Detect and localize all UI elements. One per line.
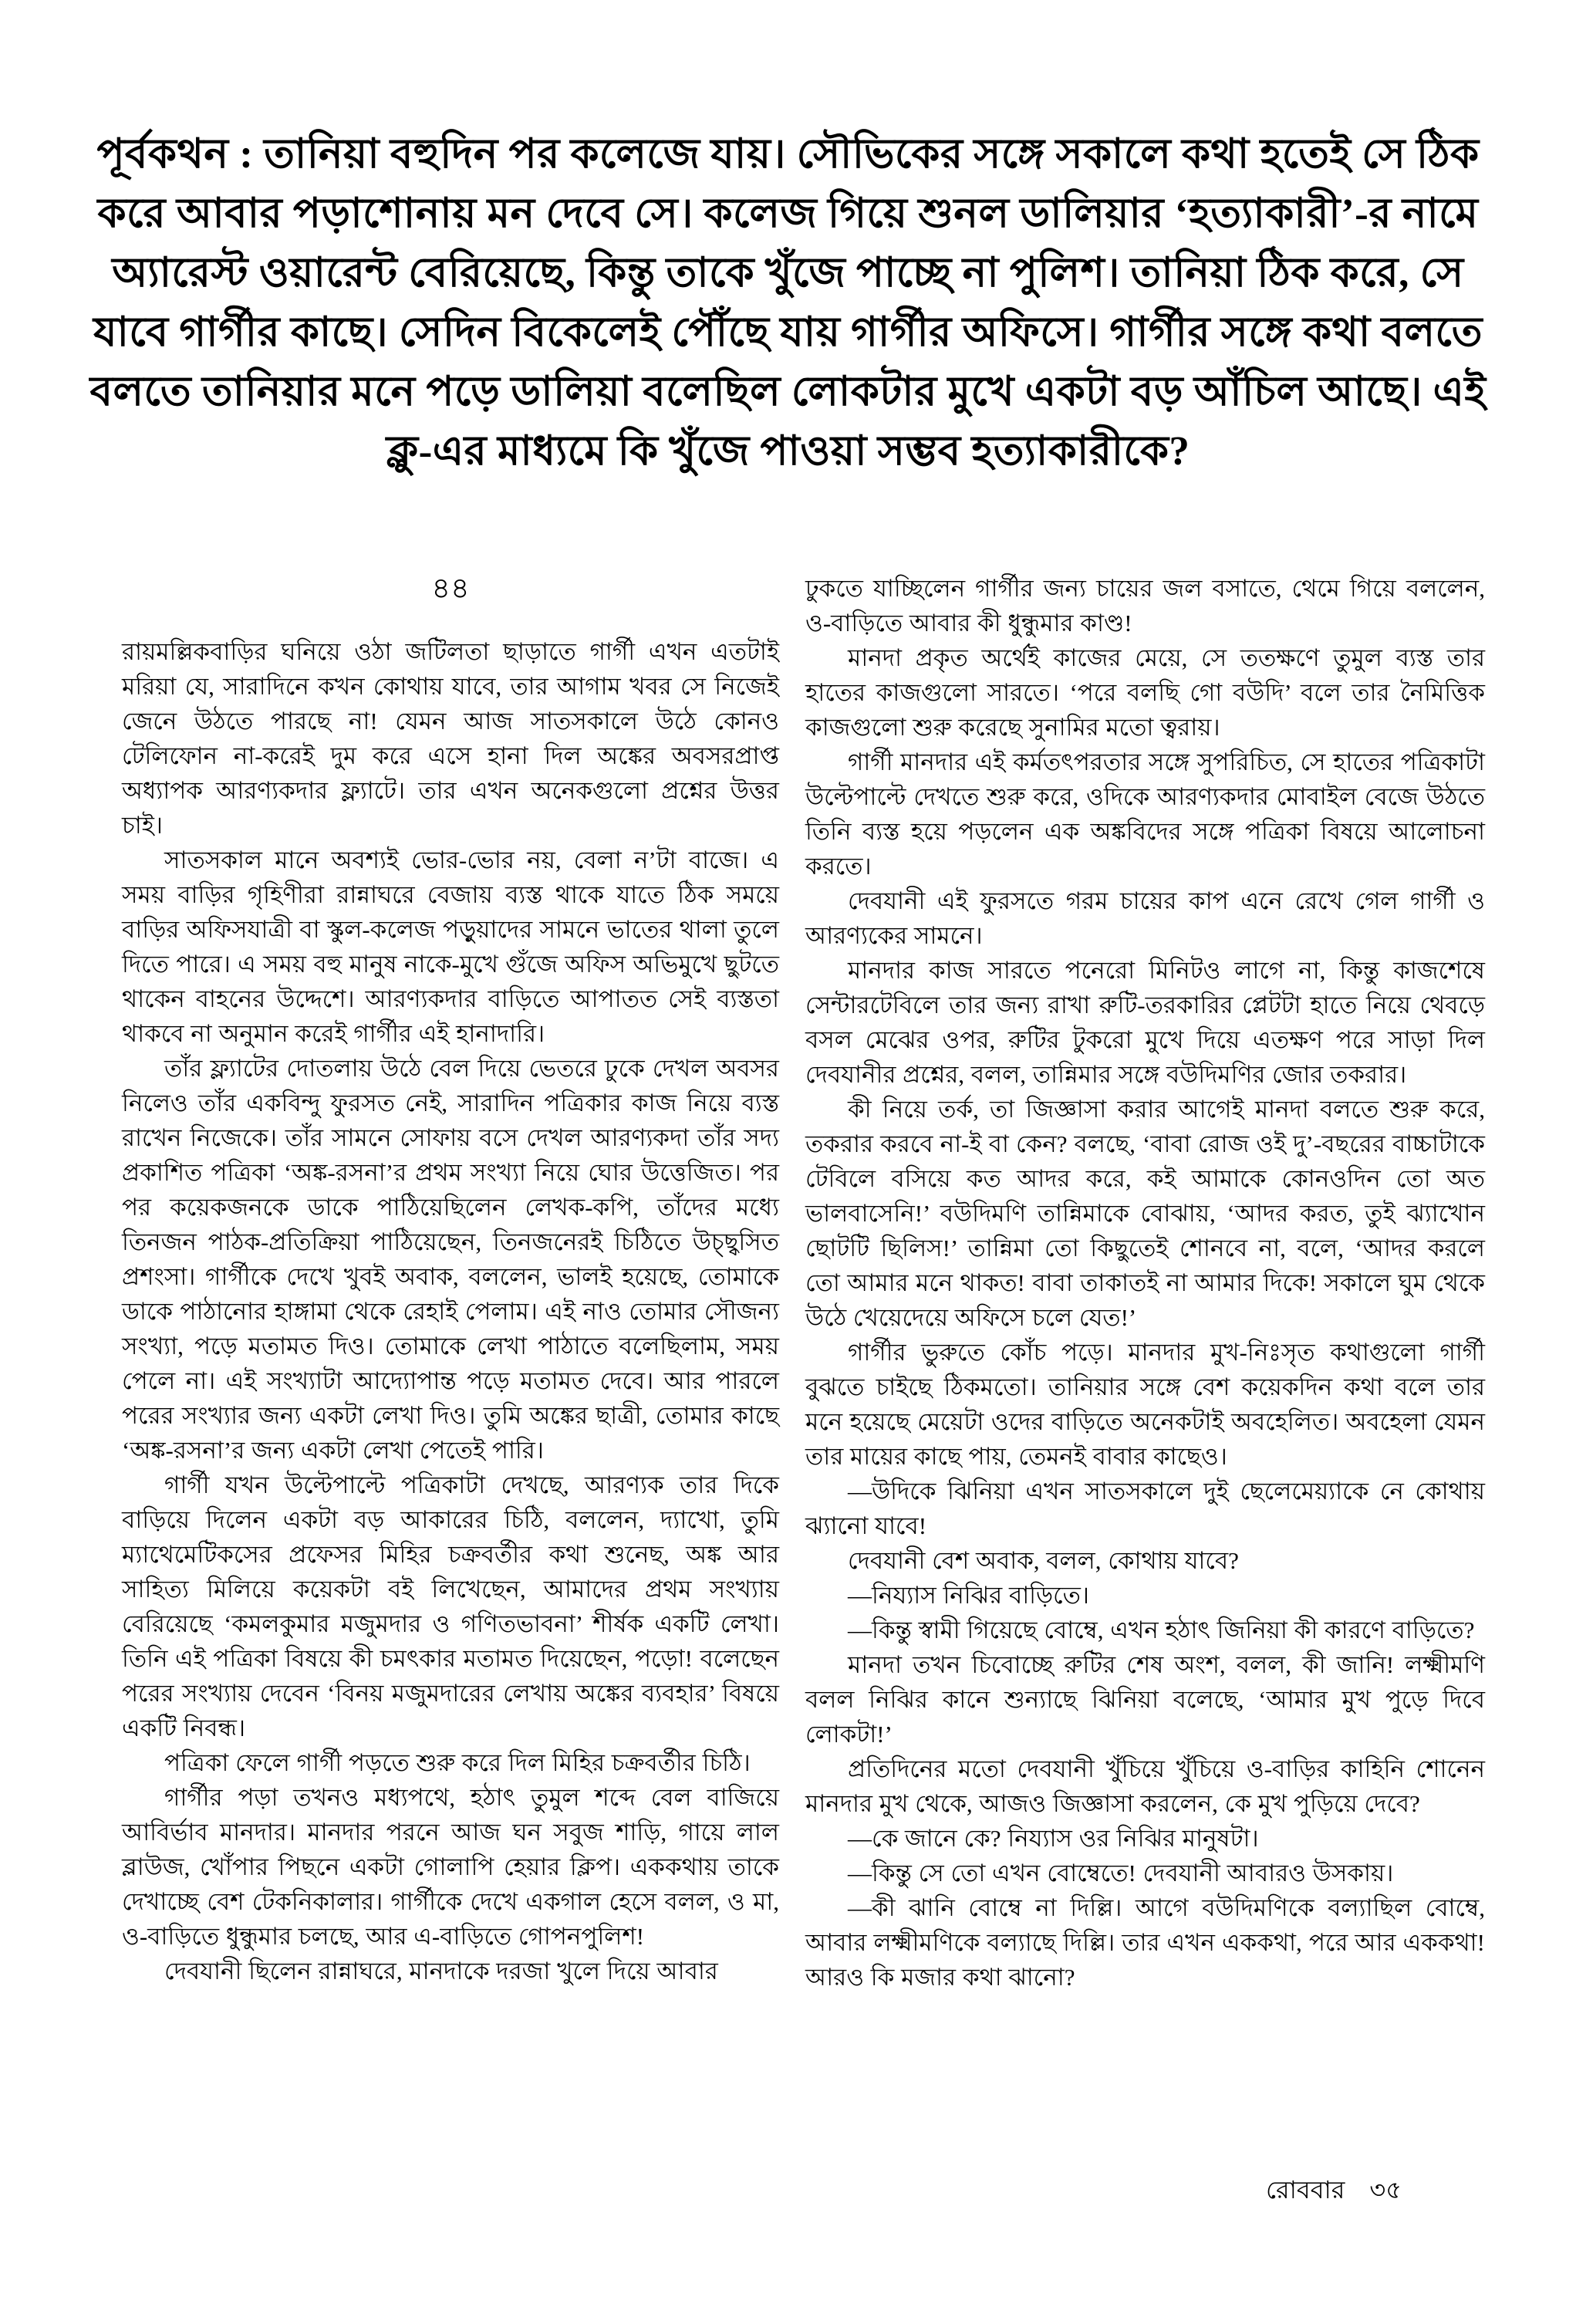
story-paragraph: দেবযানী এই ফুরসতে গরম চায়ের কাপ এনে রেখে গেল গার্গী ও আরণ্যকের সামনে। <box>805 887 1485 949</box>
left-column-paragraphs <box>122 634 779 1988</box>
prologue-block <box>88 125 1488 481</box>
prologue-text: পূর্বকথন : তানিয়া বহুদিন পর কলেজে যায়। সৌভিকের সঙ্গে সকালে কথা হতেই সে ঠিক করে আবার পড়াশোনায় মন দেবে সে। কলেজ গিয়ে শুনল ডালিয়ার ‘হত্যাকারী’-র নামে অ্যারেস্ট ওয়ারেন্ট বেরিয়েছে, কিন্তু তাকে খুঁজে পাচ্ছে না পুলিশ। তানিয়া ঠিক করে, সে যাবে গার্গীর কাছে। সেদিন বিকেলেই পৌঁছে যায় গার্গীর অফিসে। গার্গীর সঙ্গে কথা বলতে বলতে তানিয়ার মনে পড়ে ডালিয়া বলেছিল লোকটার মুখে একটা বড় আঁচিল আছে। এই ক্লু-এর মাধ্যমে কি খুঁজে পাওয়া সম্ভব হত্যাকারীকে? <box>89 132 1487 474</box>
story-paragraph: —উদিকে ঝিনিয়া এখন সাতসকালে দুই ছেলেমেয়্যাকে নে কোথায় ঝ্যানো যাবে! <box>805 1478 1485 1539</box>
story-paragraph: গার্গীর পড়া তখনও মধ্যপথে, হঠাৎ তুমুল শব্দে বেল বাজিয়ে আবির্ভাব মানদার। মানদার পরনে আজ ঘন সবুজ শাড়ি, গায়ে লাল ব্লাউজ, খোঁপার পিছনে একটা গোলাপি হেয়ার ক্লিপ। এককথায় তাকে দেখাচ্ছে বেশ টেকনিকালার। গার্গীকে দেখে একগাল হেসে বলল, ও মা, ও-বাড়িতে ধুন্ধুমার চলছে, আর এ-বাড়িতে গোপনপুলিশ! <box>122 1784 779 1950</box>
story-paragraph: গার্গী যখন উল্টেপাল্টে পত্রিকাটা দেখছে, আরণ্যক তার দিকে বাড়িয়ে দিলেন একটা বড় আকারের চিঠি, বললেন, দ্যাখো, তুমি ম্যাথেমেটিকসের প্রফেসর মিহির চক্রবর্তীর কথা শুনেছ, অঙ্ক আর সাহিত্য মিলিয়ে কয়েকটা বই লিখেছেন, আমাদের প্রথম সংখ্যায় বেরিয়েছে ‘কমলকুমার মজুমদার ও গণিতভাবনা’ শীর্ষক একটি লেখা। তিনি এই পত্রিকা বিষয়ে কী চমৎকার মতামত দিয়েছেন, পড়ো! বলেছেন পরের সংখ্যায় দেবেন ‘বিনয় মজুমদারের লেখায় অঙ্কের ব্যবহার’ বিষয়ে একটি নিবন্ধ। <box>122 1471 779 1741</box>
story-paragraph: সাতসকাল মানে অবশ্যই ভোর-ভোর নয়, বেলা ন’টা বাজে। এ সময় বাড়ির গৃহিণীরা রান্নাঘরে বেজায় ব্যস্ত থাকে যাতে ঠিক সময়ে বাড়ির অফিসযাত্রী বা স্কুল-কলেজ পড়ুয়াদের সামনে ভাতের থালা তুলে দিতে পারে। এ সময় বহু মানুষ নাকে-মুখে গুঁজে অফিস অভিমুখে ছুটতে থাকেন বাহনের উদ্দেশে। আরণ্যকদার বাড়িতে আপাতত সেই ব্যস্ততা থাকবে না অনুমান করেই গার্গীর এই হানাদারি। <box>122 846 779 1047</box>
story-paragraph: দেবযানী বেশ অবাক, বলল, কোথায় যাবে? <box>848 1547 1239 1574</box>
story-paragraph: —নিয্যাস নিঝির বাড়িতে। <box>848 1582 1089 1609</box>
magazine-name: রোববার <box>1266 2176 1345 2204</box>
story-paragraph: গার্গীর ভুরুতে কোঁচ পড়ে। মানদার মুখ-নিঃসৃত কথাগুলো গার্গী বুঝতে চাইছে ঠিকমতো। তানিয়ার সঙ্গে বেশ কয়েকদিন কথা বলে তার মনে হয়েছে মেয়েটা ওদের বাড়িতে অনেকটাই অবহেলিত। অবহেলা যেমন তার মায়ের কাছে পায়, তেমনই বাবার কাছেও। <box>805 1339 1485 1470</box>
story-paragraph: দেবযানী ছিলেন রান্নাঘরে, মানদাকে দরজা খুলে দিয়ে আবার <box>164 1957 718 1985</box>
chapter-number: ৪৪ <box>431 573 470 605</box>
story-paragraph: মানদা প্রকৃত অর্থেই কাজের মেয়ে, সে ততক্ষণে তুমুল ব্যস্ত তার হাতের কাজগুলো সারতে। ‘পরে বলছি গো বউদি’ বলে তার নৈমিত্তিক কাজগুলো শুরু করেছে সুনামির মতো ত্বরায়। <box>805 644 1485 741</box>
story-paragraph: —কিন্তু সে তো এখন বোম্বেতে! দেবযানী আবারও উসকায়। <box>848 1860 1394 1887</box>
story-paragraph: পত্রিকা ফেলে গার্গী পড়তে শুরু করে দিল মিহির চক্রবর্তীর চিঠি। <box>164 1749 751 1776</box>
story-paragraph: কী নিয়ে তর্ক, তা জিজ্ঞাসা করার আগেই মানদা বলতে শুরু করে, তকরার করবে না-ই বা কেন? বলছে, ‘বাবা রোজ ওই দু’-বছরের বাচ্চাটাকে টেবিলে বসিয়ে কত আদর করে, কই আমাকে কোনওদিন তো অত ভালবাসেনি!’ বউদিমণি তান্নিমাকে বোঝায়, ‘আদর করত, তুই ঝ্যাখোন ছোটটি ছিলিস!’ তান্নিমা তো কিছুতেই শোনবে না, বলে, ‘আদর করলে তো আমার মনে থাকত! বাবা তাকাতই না আমার দিকে! সকালে ঘুম থেকে উঠে খেয়েদেয়ে অফিসে চলে যেত!’ <box>805 1096 1485 1331</box>
story-paragraph: প্রতিদিনের মতো দেবযানী খুঁচিয়ে খুঁচিয়ে ও-বাড়ির কাহিনি শোনেন মানদার মুখ থেকে, আজও জিজ্ঞাসা করলেন, কে মুখ পুড়িয়ে দেবে? <box>805 1755 1485 1817</box>
story-paragraph: মানদা তখন চিবোচ্ছে রুটির শেষ অংশ, বলল, কী জানি! লক্ষ্মীমণি বলল নিঝির কানে শুন্যাছে ঝিনিয়া বলেছে, ‘আমার মুখ পুড়ে দিবে লোকটা!’ <box>805 1651 1485 1748</box>
story-paragraph: মানদার কাজ সারতে পনেরো মিনিটও লাগে না, কিন্তু কাজশেষে সেন্টারটেবিলে তার জন্য রাখা রুটি-তরকারির প্লেটটা হাতে নিয়ে থেবড়ে বসল মেঝের ওপর, রুটির টুকরো মুখে দিয়ে এতক্ষণ পরে সাড়া দিল দেবযানীর প্রশ্নের, বলল, তান্নিমার সঙ্গে বউদিমণির জোর তকরার। <box>805 957 1485 1088</box>
left-column <box>122 571 779 1988</box>
story-paragraph: —কী ঝানি বোম্বে না দিল্লি। আগে বউদিমণিকে বল্যাছিল বোম্বে, আবার লক্ষ্মীমণিকে বল্যাছে দিল্লি। তার এখন এককথা, পরে আর এককথা! আরও কি মজার কথা ঝানো? <box>805 1894 1485 1991</box>
right-column <box>805 571 1485 1995</box>
page-footer <box>1266 2173 1402 2207</box>
story-paragraph: —কিন্তু স্বামী গিয়েছে বোম্বে, এখন হঠাৎ জিনিয়া কী কারণে বাড়িতে? <box>848 1616 1475 1643</box>
story-paragraph: —কে জানে কে? নিয্যাস ওর নিঝির মানুষটা। <box>848 1825 1259 1852</box>
story-paragraph: রায়মল্লিকবাড়ির ঘনিয়ে ওঠা জটিলতা ছাড়াতে গার্গী এখন এতটাই মরিয়া যে, সারাদিনে কখন কোথায় যাবে, তার আগাম খবর সে নিজেই জেনে উঠতে পারছে না! যেমন আজ সাতসকালে উঠে কোনও টেলিফোন না-করেই দুম করে এসে হানা দিল অঙ্কের অবসরপ্রাপ্ত অধ্যাপক আরণ্যকদার ফ্ল্যাটে। তার এখন অনেকগুলো প্রশ্নের উত্তর চাই। <box>122 638 779 839</box>
right-column-paragraphs <box>805 571 1485 1995</box>
story-body <box>122 571 1485 1995</box>
page-number: ৩৫ <box>1369 2176 1402 2204</box>
story-paragraph: তাঁর ফ্ল্যাটের দোতলায় উঠে বেল দিয়ে ভেতরে ঢুকে দেখল অবসর নিলেও তাঁর একবিন্দু ফুরসত নেই, সারাদিন পত্রিকার কাজ নিয়ে ব্যস্ত রাখেন নিজেকে। তাঁর সামনে সোফায় বসে দেখল আরণ্যকদা তাঁর সদ্য প্রকাশিত পত্রিকা ‘অঙ্ক-রসনা’র প্রথম সংখ্যা নিয়ে ঘোর উত্তেজিত। পর পর কয়েকজনকে ডাকে পাঠিয়েছিলেন লেখক-কপি, তাঁদের মধ্যে তিনজন পাঠক-প্রতিক্রিয়া পাঠিয়েছেন, তিনজনেরই চিঠিতে উচ্ছ্বসিত প্রশংসা। গার্গীকে দেখে খুবই অবাক, বললেন, ভালই হয়েছে, তোমাকে ডাকে পাঠানোর হাঙ্গামা থেকে রেহাই পেলাম। এই নাও তোমার সৌজন্য সংখ্যা, পড়ে মতামত দিও। তোমাকে লেখা পাঠাতে বলেছিলাম, সময় পেলে না। এই সংখ্যাটা আদ্যোপান্ত পড়ে মতামত দেবে। আর পারলে পরের সংখ্যার জন্য একটা লেখা দিও। তুমি অঙ্কের ছাত্রী, তোমার কাছে ‘অঙ্ক-রসনা’র জন্য একটা লেখা পেতেই পারি। <box>122 1055 779 1464</box>
story-paragraph: গার্গী মানদার এই কর্মতৎপরতার সঙ্গে সুপরিচিত, সে হাতের পত্রিকাটা উল্টেপাল্টে দেখতে শুরু করে, ওদিকে আরণ্যকদার মোবাইল বেজে উঠতে তিনি ব্যস্ত হয়ে পড়লেন এক অঙ্কবিদের সঙ্গে পত্রিকা বিষয়ে আলোচনা করতে। <box>805 748 1485 880</box>
story-paragraph: ঢুকতে যাচ্ছিলেন গার্গীর জন্য চায়ের জল বসাতে, থেমে গিয়ে বললেন, ও-বাড়িতে আবার কী ধুন্ধুমার কাণ্ড! <box>805 575 1485 637</box>
